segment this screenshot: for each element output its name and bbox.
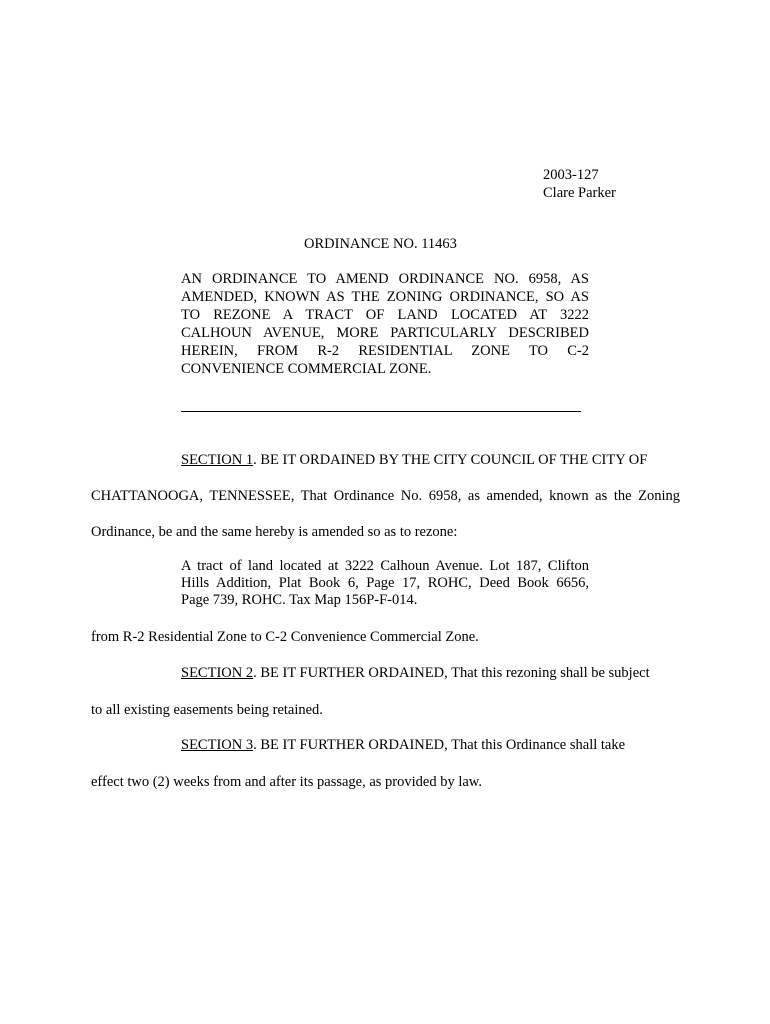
file-number: 2003-127 [543, 167, 599, 183]
zone-change-line: from R-2 Residential Zone to C-2 Convenience Commercial Zone. [91, 629, 479, 645]
description-line: Hills Addition, Plat Book 6, Page 17, ROHC, Deed Book 6656, [181, 575, 589, 591]
section-1-line-2: CHATTANOOGA, TENNESSEE, That Ordinance No. 6958, as amended, known as the Zoning [91, 488, 680, 504]
header-reference [543, 166, 616, 202]
caption-line: HEREIN, FROM R-2 RESIDENTIAL ZONE TO C-2 [181, 343, 589, 359]
section-3-line-2: effect two (2) weeks from and after its passage, as provided by law. [91, 774, 482, 790]
section-2-heading: SECTION 2 [181, 665, 254, 681]
section-1-line-1 [181, 451, 680, 469]
section-3-line-1 [181, 736, 680, 754]
section-1-heading: SECTION 1 [181, 452, 254, 468]
caption-line: CONVENIENCE COMMERCIAL ZONE. [181, 361, 432, 377]
caption-line: AN ORDINANCE TO AMEND ORDINANCE NO. 6958, AS [181, 271, 589, 287]
description-line: Page 739, ROHC. Tax Map 156P-F-014. [181, 592, 418, 608]
description-line: A tract of land located at 3222 Calhoun Avenue. Lot 187, Clifton [181, 558, 589, 574]
section-3-text: . BE IT FURTHER ORDAINED, That this Ordinance shall take [253, 737, 626, 753]
caption-line: TO REZONE A TRACT OF LAND LOCATED AT 3222 [181, 307, 589, 323]
section-1-line-3: Ordinance, be and the same hereby is amended so as to rezone: [91, 524, 458, 540]
section-3-heading: SECTION 3 [181, 737, 254, 753]
tract-description [181, 557, 589, 608]
ordinance-title: ORDINANCE NO. 11463 [304, 236, 457, 252]
sponsor-name: Clare Parker [543, 185, 616, 201]
caption-line: CALHOUN AVENUE, MORE PARTICULARLY DESCRIBED [181, 325, 589, 341]
caption-divider [181, 411, 581, 412]
section-1-text: . BE IT ORDAINED BY THE CITY COUNCIL OF THE CITY OF [253, 452, 648, 468]
section-2-text: . BE IT FURTHER ORDAINED, That this rezoning shall be subject [253, 665, 650, 681]
caption-line: AMENDED, KNOWN AS THE ZONING ORDINANCE, SO AS [181, 289, 589, 305]
ordinance-caption [181, 270, 589, 378]
section-2-line-1 [181, 664, 680, 682]
section-2-line-2: to all existing easements being retained. [91, 702, 323, 718]
